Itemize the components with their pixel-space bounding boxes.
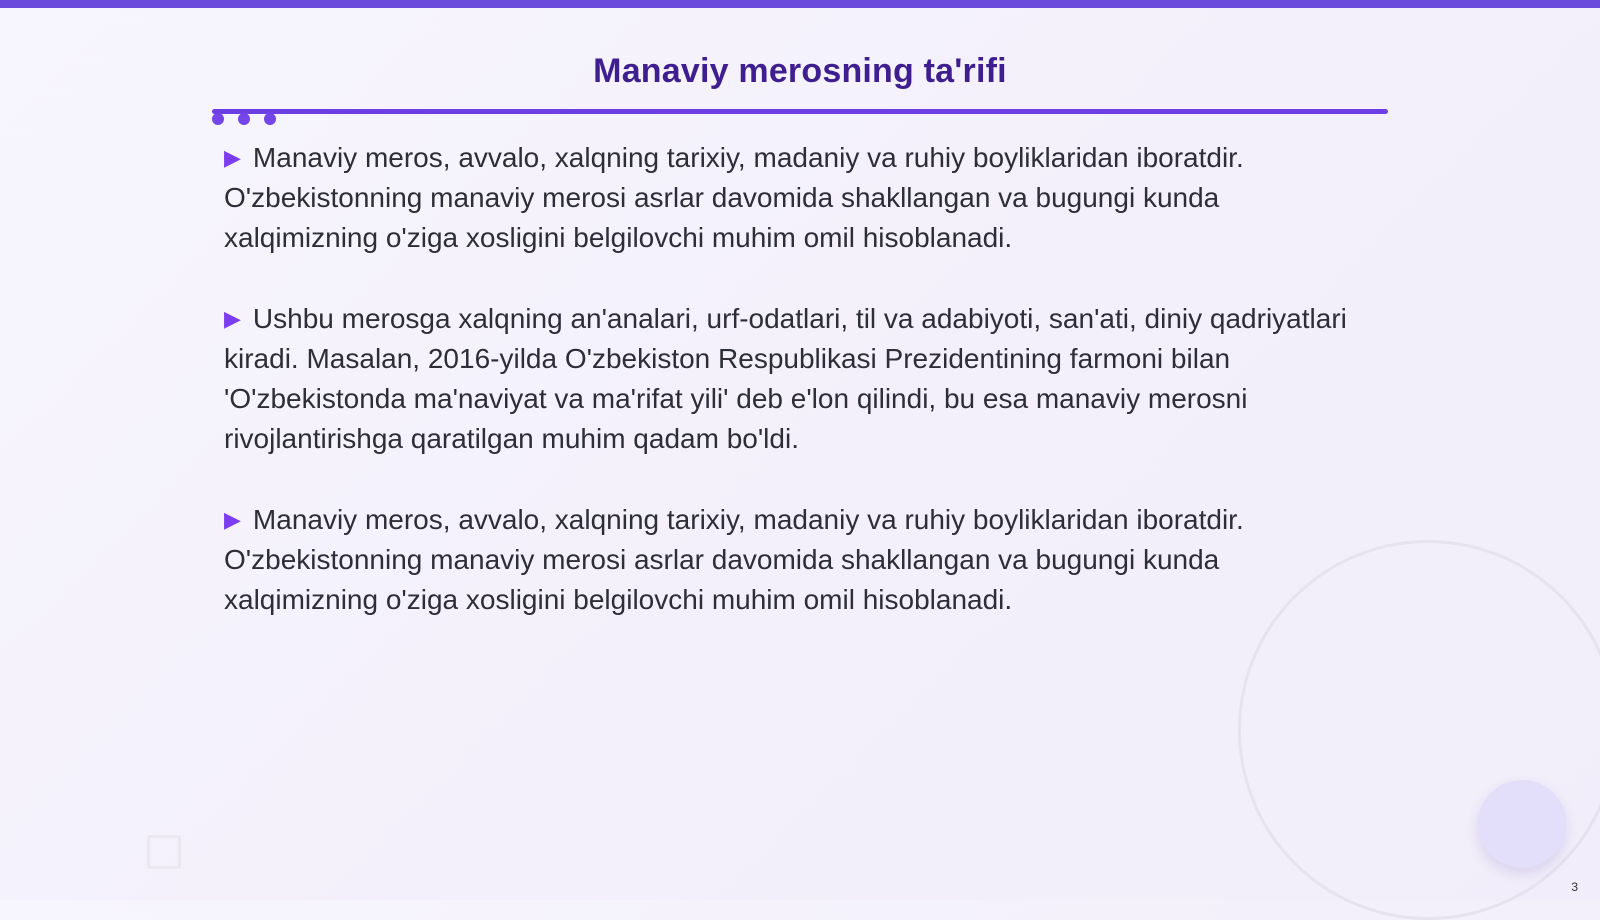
decorative-square <box>147 835 181 869</box>
decorative-dot <box>238 113 250 125</box>
decorative-dot <box>212 113 224 125</box>
paragraph-text: Manaviy meros, avvalo, xalqning tarixiy, madaniy va ruhiy boyliklaridan iboratdir. O'zbekistonning manaviy merosi asrlar davomida shakllangan va bugungi kunda xalqimizning o'ziga xosligini belgilovchi muhim omil hisoblanadi. <box>224 142 1244 253</box>
bullet-paragraph <box>224 138 1354 258</box>
paragraph-text: Manaviy meros, avvalo, xalqning tarixiy, madaniy va ruhiy boyliklaridan iboratdir. O'zbekistonning manaviy merosi asrlar davomida shakllangan va bugungi kunda xalqimizning o'ziga xosligini belgilovchi muhim omil hisoblanadi. <box>224 504 1244 615</box>
top-accent-bar <box>0 0 1600 8</box>
paragraph-text: Ushbu merosga xalqning an'analari, urf-odatlari, til va adabiyoti, san'ati, diniy qadriyatlari kiradi. Masalan, 2016-yilda O'zbekiston Respublikasi Prezidentining farmoni bilan 'O'zbekistonda ma'naviyat va ma'rifat yili' deb e'lon qilindi, bu esa manaviy merosni rivojlantirishga qaratilgan muhim qadam bo'ldi. <box>224 303 1347 454</box>
title-underline <box>212 109 1388 114</box>
page-number: 3 <box>1571 880 1578 894</box>
decorative-circle <box>1478 780 1566 868</box>
slide-title: Manaviy merosning ta'rifi <box>593 52 1007 90</box>
triangle-bullet-icon: ▶ <box>224 507 241 532</box>
bullet-paragraph <box>224 299 1354 459</box>
bullet-paragraph <box>224 500 1354 620</box>
triangle-bullet-icon: ▶ <box>224 306 241 331</box>
decorative-ring <box>1238 540 1600 920</box>
slide-content <box>224 138 1354 661</box>
triangle-bullet-icon: ▶ <box>224 145 241 170</box>
decorative-dot <box>264 113 276 125</box>
